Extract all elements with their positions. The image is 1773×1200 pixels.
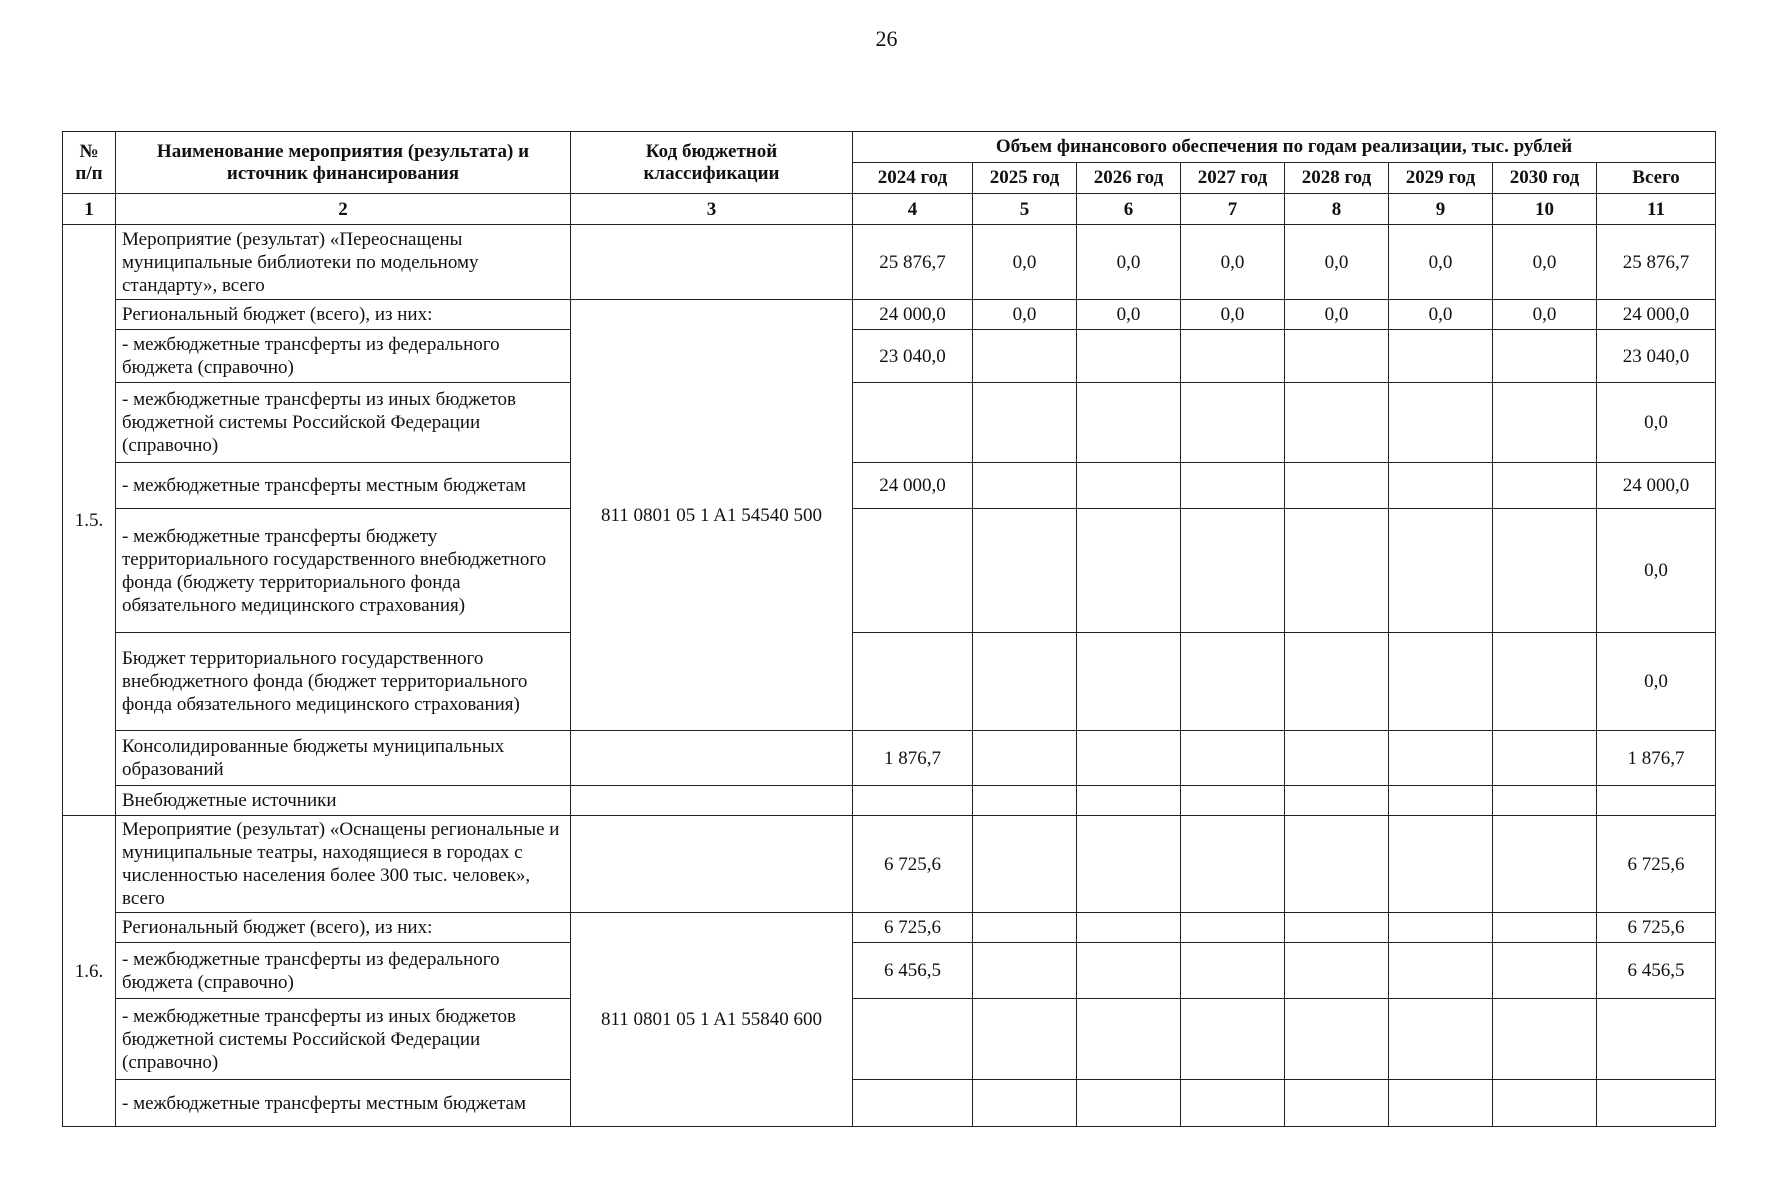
row-name: Бюджет территориального государственного внебюджетного фонда (бюджет территориального фонда обязательного медицинского страхования): [116, 633, 571, 731]
table-row: [63, 509, 1716, 633]
column-number: 3: [571, 194, 853, 225]
column-number: 2: [116, 194, 571, 225]
value-year: [1181, 509, 1285, 633]
value-year: 6 725,6: [853, 816, 973, 913]
value-year: [1077, 383, 1181, 463]
value-year: [1285, 731, 1389, 786]
column-number: 5: [973, 194, 1077, 225]
value-year: 24 000,0: [853, 463, 973, 509]
row-name: - межбюджетные трансферты из иных бюджетов бюджетной системы Российской Федерации (справочно): [116, 999, 571, 1080]
value-year: [1389, 943, 1493, 999]
value-total: 24 000,0: [1597, 463, 1716, 509]
code-cell-empty: [571, 225, 853, 300]
value-total: [1597, 1080, 1716, 1127]
row-name: - межбюджетные трансферты бюджету территориального государственного внебюджетного фонда (бюджету территориального фонда обязательного медицинского страхования): [116, 509, 571, 633]
header-year: 2026 год: [1077, 163, 1181, 194]
value-year: [1181, 330, 1285, 383]
row-name: Внебюджетные источники: [116, 786, 571, 816]
financing-table: [62, 131, 1716, 1127]
value-year: [1493, 330, 1597, 383]
value-total: [1597, 786, 1716, 816]
page-number: 26: [875, 26, 898, 51]
table-row: [63, 913, 1716, 943]
value-year: [1285, 330, 1389, 383]
value-year: [1077, 731, 1181, 786]
value-year: [1285, 463, 1389, 509]
value-year: [1181, 943, 1285, 999]
code-cell-empty: [571, 786, 853, 816]
value-year: [1389, 816, 1493, 913]
value-year: [1493, 383, 1597, 463]
column-number: 9: [1389, 194, 1493, 225]
value-year: [973, 999, 1077, 1080]
value-total: 0,0: [1597, 509, 1716, 633]
value-year: 6 456,5: [853, 943, 973, 999]
value-total: 0,0: [1597, 633, 1716, 731]
value-year: [1285, 1080, 1389, 1127]
value-year: [1181, 731, 1285, 786]
value-year: [1493, 1080, 1597, 1127]
header-code: Код бюджетной классификации: [571, 132, 853, 194]
table-row: [63, 463, 1716, 509]
row-name: Консолидированные бюджеты муниципальных образований: [116, 731, 571, 786]
column-numbers-row: [63, 194, 1716, 225]
value-year: [1285, 816, 1389, 913]
code-cell-empty: [571, 816, 853, 913]
table-row: [63, 1080, 1716, 1127]
value-year: 0,0: [1389, 300, 1493, 330]
column-number: 11: [1597, 194, 1716, 225]
value-year: [973, 463, 1077, 509]
header-number: № п/п: [63, 132, 116, 194]
value-year: [1493, 633, 1597, 731]
value-year: [1077, 463, 1181, 509]
value-year: [1077, 330, 1181, 383]
row-name: - межбюджетные трансферты местным бюджетам: [116, 1080, 571, 1127]
value-year: [1285, 913, 1389, 943]
value-year: [1077, 913, 1181, 943]
value-year: [973, 913, 1077, 943]
value-year: 0,0: [1493, 225, 1597, 300]
value-year: [1285, 786, 1389, 816]
value-year: [1181, 1080, 1285, 1127]
row-name: Региональный бюджет (всего), из них:: [116, 300, 571, 330]
value-year: [853, 509, 973, 633]
code-cell-empty: [571, 731, 853, 786]
value-year: [1077, 786, 1181, 816]
value-total: 6 725,6: [1597, 816, 1716, 913]
value-year: [1493, 943, 1597, 999]
column-number: 10: [1493, 194, 1597, 225]
value-year: [1077, 816, 1181, 913]
value-year: 25 876,7: [853, 225, 973, 300]
value-year: [1389, 1080, 1493, 1127]
budget-code: 811 0801 05 1 A1 54540 500: [571, 300, 853, 731]
value-year: [1077, 509, 1181, 633]
row-name: - межбюджетные трансферты из иных бюджетов бюджетной системы Российской Федерации (справочно): [116, 383, 571, 463]
value-total: 6 725,6: [1597, 913, 1716, 943]
value-year: 0,0: [1077, 225, 1181, 300]
value-year: [973, 786, 1077, 816]
section-number: 1.5.: [63, 225, 116, 816]
value-year: [1181, 913, 1285, 943]
value-year: [853, 633, 973, 731]
value-total: 0,0: [1597, 383, 1716, 463]
value-year: [1077, 999, 1181, 1080]
value-year: [1285, 633, 1389, 731]
value-year: 0,0: [1389, 225, 1493, 300]
value-year: [1493, 731, 1597, 786]
header-year: 2027 год: [1181, 163, 1285, 194]
value-year: [973, 1080, 1077, 1127]
table-row: [63, 943, 1716, 999]
section-number: 1.6.: [63, 816, 116, 1127]
header-volume: Объем финансового обеспечения по годам реализации, тыс. рублей: [853, 132, 1716, 163]
value-year: [1389, 463, 1493, 509]
value-year: 0,0: [1493, 300, 1597, 330]
header-year: 2029 год: [1389, 163, 1493, 194]
value-year: 24 000,0: [853, 300, 973, 330]
value-year: [973, 330, 1077, 383]
value-year: [1285, 509, 1389, 633]
value-year: [973, 943, 1077, 999]
row-name: Региональный бюджет (всего), из них:: [116, 913, 571, 943]
value-year: [1181, 633, 1285, 731]
row-name: - межбюджетные трансферты местным бюджетам: [116, 463, 571, 509]
table-row: [63, 300, 1716, 330]
value-year: [1389, 383, 1493, 463]
value-year: [853, 383, 973, 463]
column-number: 8: [1285, 194, 1389, 225]
value-year: [1493, 816, 1597, 913]
row-name: - межбюджетные трансферты из федерального бюджета (справочно): [116, 330, 571, 383]
value-year: [1285, 943, 1389, 999]
value-year: [973, 383, 1077, 463]
value-year: [1285, 999, 1389, 1080]
value-year: [1389, 330, 1493, 383]
table-row: [63, 633, 1716, 731]
value-total: 23 040,0: [1597, 330, 1716, 383]
column-number: 7: [1181, 194, 1285, 225]
value-year: [1389, 731, 1493, 786]
value-year: 0,0: [1285, 225, 1389, 300]
value-year: [973, 633, 1077, 731]
value-year: [1181, 786, 1285, 816]
row-name: Мероприятие (результат) «Оснащены региональные и муниципальные театры, находящиеся в городах с численностью населения более 300 тыс. человек», всего: [116, 816, 571, 913]
value-year: [853, 786, 973, 816]
value-year: [1181, 463, 1285, 509]
value-year: [853, 999, 973, 1080]
table-row: [63, 383, 1716, 463]
value-year: [1389, 509, 1493, 633]
value-total: 1 876,7: [1597, 731, 1716, 786]
header-year: 2024 год: [853, 163, 973, 194]
value-year: 1 876,7: [853, 731, 973, 786]
table-row: [63, 330, 1716, 383]
value-year: 0,0: [973, 225, 1077, 300]
value-year: [1077, 633, 1181, 731]
value-year: 0,0: [1285, 300, 1389, 330]
header-total: Всего: [1597, 163, 1716, 194]
column-number: 4: [853, 194, 973, 225]
header-year: 2030 год: [1493, 163, 1597, 194]
row-name: Мероприятие (результат) «Переоснащены муниципальные библиотеки по модельному стандарту», всего: [116, 225, 571, 300]
value-year: [1077, 1080, 1181, 1127]
table-row: [63, 731, 1716, 786]
column-number: 6: [1077, 194, 1181, 225]
table-row: [63, 816, 1716, 913]
value-year: [973, 731, 1077, 786]
value-year: [1389, 633, 1493, 731]
value-year: 0,0: [1077, 300, 1181, 330]
row-name: - межбюджетные трансферты из федерального бюджета (справочно): [116, 943, 571, 999]
value-year: 0,0: [973, 300, 1077, 330]
value-total: 25 876,7: [1597, 225, 1716, 300]
budget-code: 811 0801 05 1 A1 55840 600: [571, 913, 853, 1127]
value-year: [1493, 913, 1597, 943]
value-total: [1597, 999, 1716, 1080]
value-total: 6 456,5: [1597, 943, 1716, 999]
value-year: [1389, 999, 1493, 1080]
value-year: [853, 1080, 973, 1127]
value-year: [1493, 786, 1597, 816]
value-total: 24 000,0: [1597, 300, 1716, 330]
value-year: [1077, 943, 1181, 999]
table-row: [63, 786, 1716, 816]
value-year: [1493, 463, 1597, 509]
table-row: [63, 225, 1716, 300]
header-year: 2028 год: [1285, 163, 1389, 194]
value-year: [1181, 816, 1285, 913]
value-year: [1181, 999, 1285, 1080]
header-name: Наименование мероприятия (результата) и источник финансирования: [116, 132, 571, 194]
value-year: 0,0: [1181, 300, 1285, 330]
header-year: 2025 год: [973, 163, 1077, 194]
value-year: 23 040,0: [853, 330, 973, 383]
value-year: [1389, 913, 1493, 943]
value-year: [1493, 999, 1597, 1080]
value-year: 0,0: [1181, 225, 1285, 300]
value-year: [1181, 383, 1285, 463]
column-number: 1: [63, 194, 116, 225]
value-year: [1285, 383, 1389, 463]
table-row: [63, 999, 1716, 1080]
value-year: 6 725,6: [853, 913, 973, 943]
value-year: [1389, 786, 1493, 816]
value-year: [973, 816, 1077, 913]
value-year: [973, 509, 1077, 633]
value-year: [1493, 509, 1597, 633]
